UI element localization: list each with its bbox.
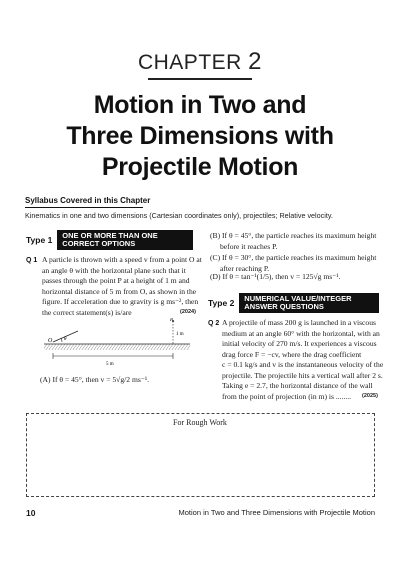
q1-line: the correct statement(s) is/are xyxy=(42,307,132,317)
q1-text xyxy=(42,255,202,318)
type2-label: Type 2 xyxy=(208,298,235,308)
q2-year: (2025) xyxy=(362,393,378,399)
q1-option-c: (C) If θ = 30°, the particle reaches its maximum height after reaching P. xyxy=(210,253,377,273)
q1-option-a: (A) If θ = 45°, then v = 5√g/2 ms⁻¹. xyxy=(40,375,150,384)
angle-arc xyxy=(61,338,62,342)
ground-hatch xyxy=(44,344,190,350)
q1-option-d: (D) If θ = tan⁻¹(1/5), then v = 125√g ms⁻¹. xyxy=(210,272,341,281)
chapter-label xyxy=(0,48,400,76)
q2-number: Q 2 xyxy=(208,320,220,327)
chapter-number: 2 xyxy=(248,48,263,75)
type2-line-1: NUMERICAL VALUE/INTEGER xyxy=(244,293,352,303)
title-line-3: Projectile Motion xyxy=(101,153,299,181)
point-p-label: P xyxy=(170,318,174,323)
type1-line-2: CORRECT OPTIONS xyxy=(62,239,136,248)
q2-text xyxy=(222,318,387,402)
q2-line: medium at an angle 60° with the horizontal, with an xyxy=(222,328,380,338)
syllabus-underline xyxy=(25,207,143,208)
syllabus-heading: Syllabus Covered in this Chapter xyxy=(25,196,151,205)
q1-number: Q 1 xyxy=(26,257,38,264)
chapter-title xyxy=(30,90,370,183)
syllabus-text: Kinematics in one and two dimensions (Cartesian coordinates only), projectiles; Relative velocity. xyxy=(25,211,333,220)
q2-line: initial velocity of 270 m/s. It experiences a viscous xyxy=(222,339,377,348)
type1-band xyxy=(26,230,193,250)
point-o-label: O xyxy=(48,338,53,344)
chapter-word: CHAPTER xyxy=(137,51,242,74)
title-line-2: Three Dimensions with xyxy=(66,122,334,150)
running-footer-title: Motion in Two and Three Dimensions with Projectile Motion xyxy=(178,508,375,517)
q2-line: projectile. The projectile hits a vertical wall after 2 s. xyxy=(222,370,383,380)
type1-line-1: ONE OR MORE THAN ONE xyxy=(62,230,158,240)
type2-heading xyxy=(239,293,379,313)
q2-line: drag force F = −cv, where the drag coefficient xyxy=(222,349,362,359)
q2-line: Taking e = 2.7, the horizontal distance of the wall xyxy=(222,381,373,390)
q2-line: A projectile of mass 200 g is launched in a viscous xyxy=(222,318,376,327)
distance-label: 5 m xyxy=(106,362,114,367)
q1-option-b: (B) If θ = 45°, the particle reaches its maximum height before it reaches P. xyxy=(210,231,377,251)
q1-line: figure. If acceleration due to gravity is g ms⁻², then xyxy=(42,297,199,306)
type1-heading xyxy=(57,230,193,250)
q2-line: c = 0.1 kg/s and v is the instantaneous velocity of the xyxy=(222,360,384,369)
type2-band xyxy=(208,293,379,313)
type2-line-2: ANSWER QUESTIONS xyxy=(244,302,324,311)
chapter-underline xyxy=(148,78,252,80)
q1-line: passes through the point P at a height of 1 m and xyxy=(42,276,190,285)
q1-line: an angle θ with the horizontal plane such that it xyxy=(42,265,186,275)
title-line-1: Motion in Two and xyxy=(93,91,307,119)
q2-line: from the point of projection (in m) is ........ xyxy=(222,391,352,401)
q1-line: horizontal distance of 5 m from O, as shown in the xyxy=(42,286,197,296)
type1-label: Type 1 xyxy=(26,235,53,245)
height-label: 1 m xyxy=(176,332,184,337)
page-number: 10 xyxy=(26,508,36,518)
projectile-figure xyxy=(38,318,198,372)
q1-line: A particle is thrown with a speed v from a point O at xyxy=(42,255,202,264)
rough-work-label: For Rough Work xyxy=(173,418,227,427)
q1-year: (2024) xyxy=(180,309,196,315)
angle-label: θ xyxy=(64,337,67,342)
